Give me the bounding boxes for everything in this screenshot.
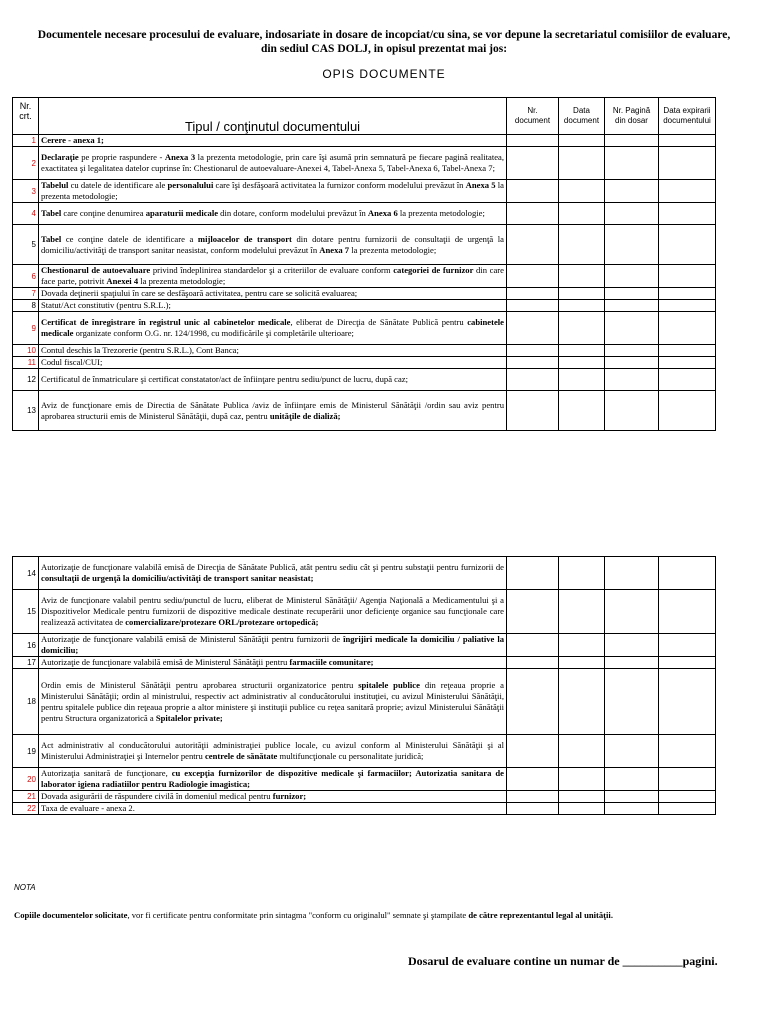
data-document-cell[interactable] — [559, 300, 605, 312]
data-expirarii-cell[interactable] — [659, 369, 716, 391]
row-number: 4 — [13, 203, 39, 225]
data-document-cell[interactable] — [559, 225, 605, 265]
document-description: Codul fiscal/CUI; — [39, 357, 507, 369]
data-document-cell[interactable] — [559, 147, 605, 180]
nr-pagina-cell[interactable] — [605, 147, 659, 180]
row-number: 10 — [13, 345, 39, 357]
document-description: Autorizaţie de funcţionare valabilă emisă de Direcţia de Sănătate Publică, atât pentru sediu cât şi pentru substaţii pentru furnizorii de consultaţii de urgenţă la domiciliu/activităţi de transport sanitar neasistat; — [39, 557, 507, 590]
nr-pagina-cell[interactable] — [605, 312, 659, 345]
copii-note-mid: , vor fi certificate pentru conformitate prin sintagma "conform cu originalul" semnate şi ştampilate — [127, 910, 469, 920]
data-document-cell[interactable] — [559, 557, 605, 590]
nr-document-cell[interactable] — [507, 657, 559, 669]
nr-pagina-cell[interactable] — [605, 590, 659, 634]
nr-document-cell[interactable] — [507, 590, 559, 634]
data-document-cell[interactable] — [559, 669, 605, 735]
nr-pagina-cell[interactable] — [605, 288, 659, 300]
data-document-cell[interactable] — [559, 288, 605, 300]
nr-pagina-cell[interactable] — [605, 135, 659, 147]
data-expirarii-cell[interactable] — [659, 345, 716, 357]
document-description: Chestionarul de autoevaluare privind îndeplinirea standardelor şi a criteriilor de evaluare conform categoriei de furnizor din care face parte, potrivit Anexei 4 la prezenta metodologie; — [39, 265, 507, 288]
nr-document-cell[interactable] — [507, 768, 559, 791]
data-document-cell[interactable] — [559, 312, 605, 345]
row-number: 15 — [13, 590, 39, 634]
data-document-cell[interactable] — [559, 345, 605, 357]
document-description: Contul deschis la Trezorerie (pentru S.R.L.), Cont Banca; — [39, 345, 507, 357]
documents-table-continued — [12, 556, 716, 815]
document-description: Statut/Act constitutiv (pentru S.R.L.); — [39, 300, 507, 312]
nr-pagina-cell[interactable] — [605, 791, 659, 803]
document-description: Certificatul de înmatriculare şi certificat constatator/act de înfiinţare pentru sediu/punct de lucru, după caz; — [39, 369, 507, 391]
data-document-cell[interactable] — [559, 135, 605, 147]
nr-document-cell[interactable] — [507, 369, 559, 391]
table-row — [13, 391, 716, 431]
document-description: Cerere - anexa 1; — [39, 135, 507, 147]
dosar-pages-line: Dosarul de evaluare contine un numar de __________pagini. — [408, 954, 718, 968]
table-row — [13, 265, 716, 288]
table-row — [13, 300, 716, 312]
nr-document-cell[interactable] — [507, 634, 559, 657]
copii-note-bold: Copiile documentelor solicitate — [14, 910, 128, 920]
table-row — [13, 345, 716, 357]
nr-document-cell[interactable] — [507, 135, 559, 147]
copii-note-end: de către reprezentantul legal al unităţii. — [468, 910, 613, 920]
nr-pagina-cell[interactable] — [605, 557, 659, 590]
row-number: 14 — [13, 557, 39, 590]
row-number: 3 — [13, 180, 39, 203]
row-number: 1 — [13, 135, 39, 147]
nr-pagina-cell[interactable] — [605, 669, 659, 735]
copii-note — [14, 910, 613, 920]
nr-document-cell[interactable] — [507, 791, 559, 803]
row-number: 5 — [13, 225, 39, 265]
row-number: 16 — [13, 634, 39, 657]
document-description: Declaraţie pe proprie raspundere - Anexa 3 la prezenta metodologie, prin care îşi asumă prin semnatură pe fiecare pagină realitatea, exactitatea şi legalitatea datelor cuprinse în: Chestionarul de autoevaluare-Anexei 4, Tabel-Anexa 5, Tabel-Anexa 6, Tabel-Anexa 7; — [39, 147, 507, 180]
data-expirarii-cell[interactable] — [659, 300, 716, 312]
row-number: 21 — [13, 791, 39, 803]
header-nr: Nr. crt. — [13, 98, 39, 135]
data-document-cell[interactable] — [559, 657, 605, 669]
table-row — [13, 147, 716, 180]
table-row — [13, 768, 716, 791]
table-row — [13, 735, 716, 768]
header-tip: Tipul / conţinutul documentului — [39, 98, 507, 135]
nota-label: NOTA — [14, 883, 36, 892]
nr-document-cell[interactable] — [507, 265, 559, 288]
document-description: Dovada deţinerii spaţiului în care se desfăşoară activitatea, pentru care se solicită evaluarea; — [39, 288, 507, 300]
nr-pagina-cell[interactable] — [605, 657, 659, 669]
data-expirarii-cell[interactable] — [659, 657, 716, 669]
table-body-2 — [13, 557, 716, 815]
document-description: Act administrativ al conducătorului autorităţii administraţiei publice locale, cu avizul conform al Ministerului Sănătăţii şi al Ministerului Administraţiei şi Internelor pentru centrele de sănătate multifuncţionale cu personalitate juridică; — [39, 735, 507, 768]
data-document-cell[interactable] — [559, 180, 605, 203]
document-description: Certificat de înregistrare în registrul unic al cabinetelor medicale, eliberat de Direcţia de Sănătate Publică pentru cabinetele medicale organizate conform O.G. nr. 124/1998, cu modificările şi completările ulterioare; — [39, 312, 507, 345]
table-body-1 — [13, 135, 716, 431]
row-number: 19 — [13, 735, 39, 768]
data-document-cell[interactable] — [559, 357, 605, 369]
nr-pagina-cell[interactable] — [605, 180, 659, 203]
row-number: 13 — [13, 391, 39, 431]
document-description: Tabel ce conţine datele de identificare a mijloacelor de transport din dotare pentru furnizorii de consultaţii de urgenţă la domiciliu/activităţi de transport sanitar neasistat, conform modelului prevăzut în Anexa 7 la prezenta metodologie; — [39, 225, 507, 265]
document-description: Taxa de evaluare - anexa 2. — [39, 803, 507, 815]
table-row — [13, 657, 716, 669]
data-expirarii-cell[interactable] — [659, 634, 716, 657]
header-nr-pagina: Nr. Pagină din dosar — [605, 98, 659, 135]
document-description: Autorizaţie de funcţionare valabilă emisă de Ministerul Sănătăţii pentru farmaciile comunitare; — [39, 657, 507, 669]
data-document-cell[interactable] — [559, 265, 605, 288]
row-number: 22 — [13, 803, 39, 815]
table-row — [13, 634, 716, 657]
row-number: 18 — [13, 669, 39, 735]
table-row — [13, 557, 716, 590]
data-expirarii-cell[interactable] — [659, 735, 716, 768]
data-expirarii-cell[interactable] — [659, 135, 716, 147]
header-nr-document: Nr. document — [507, 98, 559, 135]
page-title: OPIS DOCUMENTE — [322, 67, 446, 81]
data-expirarii-cell[interactable] — [659, 791, 716, 803]
nr-document-cell[interactable] — [507, 345, 559, 357]
intro-text: Documentele necesare procesului de evaluare, indosariate in dosare de incopciat/cu sina, se vor depune la secretariatul comisiilor de evaluare, din sediul CAS DOLJ, in opisul prezentat mai jos: — [37, 29, 731, 55]
document-description: Tabelul cu datele de identificare ale personalului care îşi desfăşoară activitatea la furnizor conform modelului prevăzut în Anexa 5 la prezenta metodologie; — [39, 180, 507, 203]
table-row — [13, 791, 716, 803]
data-document-cell[interactable] — [559, 791, 605, 803]
table-row — [13, 369, 716, 391]
nr-pagina-cell[interactable] — [605, 225, 659, 265]
table-row — [13, 803, 716, 815]
table-row — [13, 203, 716, 225]
nr-pagina-cell[interactable] — [605, 369, 659, 391]
data-expirarii-cell[interactable] — [659, 225, 716, 265]
data-document-cell[interactable] — [559, 768, 605, 791]
data-expirarii-cell[interactable] — [659, 391, 716, 431]
nr-pagina-cell[interactable] — [605, 391, 659, 431]
table-row — [13, 225, 716, 265]
document-description: Dovada asigurării de răspundere civilă în domeniul medical pentru furnizor; — [39, 791, 507, 803]
nr-document-cell[interactable] — [507, 735, 559, 768]
data-expirarii-cell[interactable] — [659, 803, 716, 815]
data-expirarii-cell[interactable] — [659, 312, 716, 345]
document-description: Aviz de funcţionare valabil pentru sediu/punctul de lucru, eliberat de Ministerul Sănătăţii/ Agenţia Naţională a Medicamentului şi a Dispozitivelor Medicale pentru furnizorii de dispozitive medicale destinate recuperării unor deficienţe organice sau funcţionale care realizează activitatea de comercializare/protezare ORL/protezare ortopedică; — [39, 590, 507, 634]
row-number: 2 — [13, 147, 39, 180]
nr-document-cell[interactable] — [507, 203, 559, 225]
row-number: 12 — [13, 369, 39, 391]
nr-pagina-cell[interactable] — [605, 768, 659, 791]
nr-pagina-cell[interactable] — [605, 357, 659, 369]
table-row — [13, 288, 716, 300]
data-document-cell[interactable] — [559, 803, 605, 815]
data-expirarii-cell[interactable] — [659, 265, 716, 288]
document-description: Autorizaţia sanitară de funcţionare, cu excepţia furnizorilor de dispozitive medicale şi farmaciilor; Autorizatia sanitara de laborator igiena radiatiilor pentru Radiologie imagistica; — [39, 768, 507, 791]
table-row — [13, 669, 716, 735]
header-data-expirarii: Data expirarii documentului — [659, 98, 716, 135]
data-document-cell[interactable] — [559, 203, 605, 225]
table-row — [13, 357, 716, 369]
row-number: 17 — [13, 657, 39, 669]
row-number: 6 — [13, 265, 39, 288]
data-expirarii-cell[interactable] — [659, 288, 716, 300]
nr-document-cell[interactable] — [507, 391, 559, 431]
table-row — [13, 312, 716, 345]
row-number: 8 — [13, 300, 39, 312]
data-document-cell[interactable] — [559, 735, 605, 768]
data-document-cell[interactable] — [559, 391, 605, 431]
nr-pagina-cell[interactable] — [605, 345, 659, 357]
row-number: 11 — [13, 357, 39, 369]
nr-document-cell[interactable] — [507, 147, 559, 180]
document-description: Aviz de funcţionare emis de Directia de Sănătate Publica /aviz de înfiinţare emis de Ministerul Sănătăţii /ordin sau aviz pentru aprobarea structurii emis de Ministerul Sănătăţii, după caz, pentru unităţile de dializă; — [39, 391, 507, 431]
data-expirarii-cell[interactable] — [659, 590, 716, 634]
row-number: 7 — [13, 288, 39, 300]
nr-pagina-cell[interactable] — [605, 265, 659, 288]
documents-table — [12, 97, 716, 431]
document-description: Ordin emis de Ministerul Sănătăţii pentru aprobarea structurii organizatorice pentru spitalele publice din reţeaua proprie a Ministerului Sănătăţii; ordin al ministrului, respectiv act administrativ al conducătorului instituţiei, cu avizul Ministerului Sănătăţii, pentru spitalele publice din reţeaua proprie a altor ministere şi instituţii publice cu reţea sanitară proprie; avizul Ministerului Sănătăţii pentru Structura organizatorică a Spitalelor private; — [39, 669, 507, 735]
data-expirarii-cell[interactable] — [659, 180, 716, 203]
document-description: Autorizaţie de funcţionare valabilă emisă de Ministerul Sănătăţii pentru furnizorii de îngrijiri medicale la domiciliu / paliative la domiciliu; — [39, 634, 507, 657]
nr-document-cell[interactable] — [507, 180, 559, 203]
data-expirarii-cell[interactable] — [659, 768, 716, 791]
data-document-cell[interactable] — [559, 634, 605, 657]
nr-document-cell[interactable] — [507, 312, 559, 345]
header-data-document: Data document — [559, 98, 605, 135]
data-document-cell[interactable] — [559, 590, 605, 634]
data-expirarii-cell[interactable] — [659, 147, 716, 180]
table-row — [13, 180, 716, 203]
nr-document-cell[interactable] — [507, 357, 559, 369]
document-description: Tabel care conţine denumirea aparaturii medicale din dotare, conform modelului prevăzut în Anexa 6 la prezenta metodologie; — [39, 203, 507, 225]
data-expirarii-cell[interactable] — [659, 669, 716, 735]
row-number: 20 — [13, 768, 39, 791]
row-number: 9 — [13, 312, 39, 345]
data-expirarii-cell[interactable] — [659, 203, 716, 225]
nr-pagina-cell[interactable] — [605, 634, 659, 657]
data-expirarii-cell[interactable] — [659, 557, 716, 590]
table-row — [13, 135, 716, 147]
nr-document-cell[interactable] — [507, 669, 559, 735]
nr-document-cell[interactable] — [507, 300, 559, 312]
nr-pagina-cell[interactable] — [605, 735, 659, 768]
nr-pagina-cell[interactable] — [605, 300, 659, 312]
nr-document-cell[interactable] — [507, 803, 559, 815]
nr-pagina-cell[interactable] — [605, 803, 659, 815]
nr-pagina-cell[interactable] — [605, 203, 659, 225]
nr-document-cell[interactable] — [507, 225, 559, 265]
nr-document-cell[interactable] — [507, 557, 559, 590]
data-expirarii-cell[interactable] — [659, 357, 716, 369]
data-document-cell[interactable] — [559, 369, 605, 391]
nr-document-cell[interactable] — [507, 288, 559, 300]
table-row — [13, 590, 716, 634]
